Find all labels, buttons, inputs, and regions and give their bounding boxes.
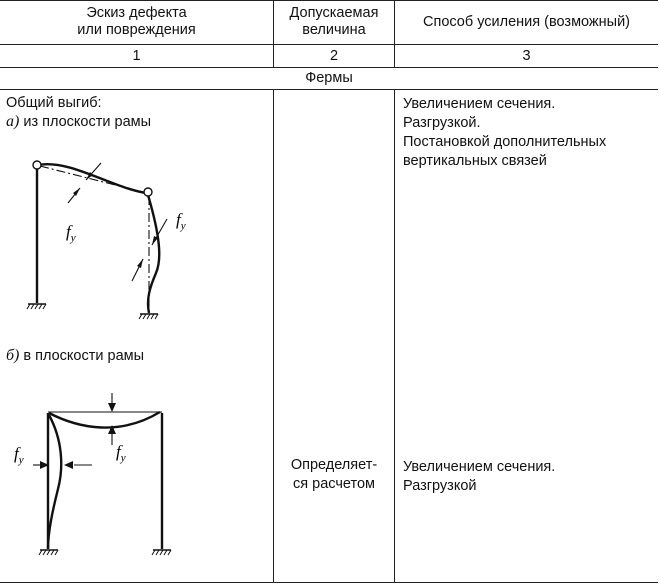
header-col1 [0,5,273,39]
label-fy-b2: $f_y$ [14,444,24,466]
header-col2-line1: Допускаемая [289,5,379,21]
allowed-value [274,456,394,494]
header-col2 [274,5,394,39]
hinge-left [33,161,41,169]
label-fy-a2: $f_y$ [176,210,186,232]
sagging-truss-chord [49,412,160,428]
numbers-divider [0,67,658,68]
method-a-line3: Постановкой дополнительных [403,134,607,150]
method-b-line1: Увеличением сечения. [403,459,556,475]
method-a-line2: Разгрузкой. [403,115,481,131]
method-case-b [403,458,555,496]
col-number-1: 1 [132,48,141,64]
method-b-line2: Разгрузкой [403,478,477,494]
arrow-fy-b2-head-right [64,461,73,469]
hinge-right [144,188,152,196]
arrow-fy-b1-head-top [108,403,116,412]
allowed-value-line1: Определяет- [290,457,378,473]
method-a-line1: Увеличением сечения. [403,96,556,112]
allowed-value-line2: ся расчетом [293,476,375,492]
label-fy-b1: $f_y$ [116,442,126,464]
diagram-in-plane [0,381,273,581]
truss-axis-line [40,166,143,192]
arrow-fy-a2-head-low [137,259,143,268]
label-fy-a1: $f_y$ [66,222,76,244]
header-divider [0,44,658,45]
case-a-label [6,113,151,131]
case-a-text: из плоскости рамы [19,114,152,130]
header-col3: Способ усиления (возможный) [423,14,630,30]
bent-right-column [148,195,159,313]
section-divider [0,89,658,90]
case-b-label [6,347,144,365]
col-divider-1 [273,89,274,583]
col-number-3: 3 [522,48,531,64]
method-case-a [403,95,606,171]
col-number-2: 2 [329,48,339,64]
diagram-out-of-plane [0,141,273,341]
header-col1-line2: или повреждения [77,22,196,38]
col-divider-2 [394,89,395,583]
method-a-line4: вертикальных связей [403,153,547,169]
bent-left-column [48,415,61,549]
bend-title: Общий выгиб: [6,95,102,111]
case-a-letter: а) [6,113,20,130]
case-b-letter: б) [6,347,20,364]
header-col2-line2: величина [302,22,366,38]
case-b-text: в плоскости рамы [19,348,145,364]
header-col1-line1: Эскиз дефекта [86,5,187,21]
section-title: Фермы [305,70,353,86]
